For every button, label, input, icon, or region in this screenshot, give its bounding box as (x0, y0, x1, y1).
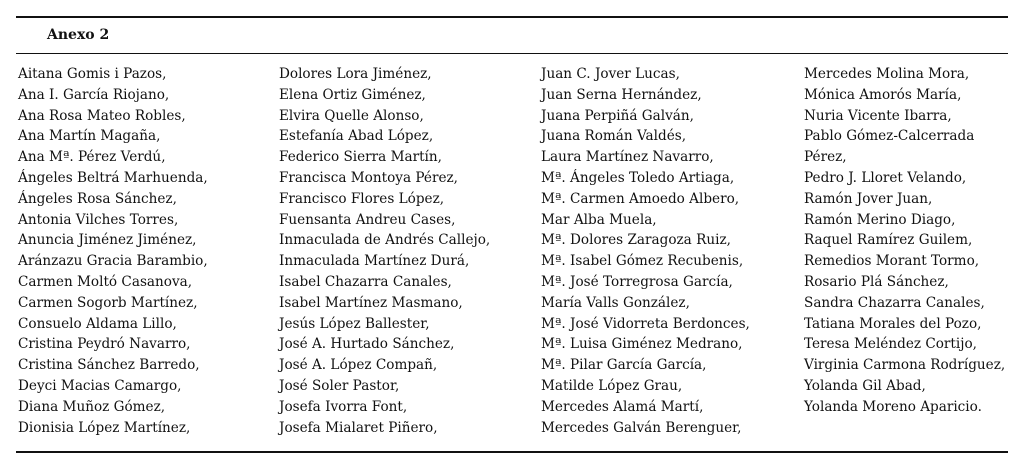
name-entry: Josefa Ivorra Font, (279, 398, 408, 415)
name-entry: Deyci Macias Camargo, (18, 377, 182, 394)
name-entry: Carmen Sogorb Martínez, (18, 294, 198, 311)
name-entry: Tatiana Morales del Pozo, (804, 315, 982, 332)
name-entry: Teresa Meléndez Cortijo, (804, 336, 977, 353)
name-entry: Ana Martín Magaña, (18, 128, 161, 145)
name-entry: Mª. José Torregrosa García, (541, 273, 733, 290)
name-entry: Elena Ortiz Giménez, (279, 86, 426, 103)
name-entry: Ángeles Rosa Sánchez, (18, 190, 177, 207)
name-entry: Dionisia López Martínez, (18, 419, 191, 436)
name-entry: Jesús López Ballester, (279, 315, 430, 332)
name-entry: José A. Hurtado Sánchez, (279, 336, 455, 353)
name-entry: Ramón Merino Diago, (804, 211, 956, 228)
name-entry: Ángeles Beltrá Marhuenda, (18, 169, 208, 186)
name-entry: José A. López Compañ, (279, 357, 438, 374)
name-entry: Ana I. García Riojano, (18, 86, 170, 103)
name-entry: Remedios Morant Tormo, (804, 253, 980, 270)
name-entry: Pérez, (804, 149, 847, 166)
name-entry: Aránzazu Gracia Barambio, (18, 253, 208, 270)
name-entry: Ana Rosa Mateo Robles, (18, 107, 186, 124)
name-entry: Ramón Jover Juan, (804, 190, 933, 207)
name-entry: Mª. Pilar García García, (541, 357, 707, 374)
name-column-3 (541, 64, 750, 438)
name-entry: María Valls González, (541, 294, 690, 311)
name-entry: Mª. José Vidorreta Berdonces, (541, 315, 750, 332)
name-entry: Inmaculada de Andrés Callejo, (279, 232, 491, 249)
name-entry: Aitana Gomis i Pazos, (18, 66, 167, 82)
name-entry: Mª. Dolores Zaragoza Ruiz, (541, 232, 731, 249)
annex-title: Anexo 2 (47, 27, 110, 43)
name-entry: Juana Román Valdés, (541, 128, 687, 145)
name-entry: Inmaculada Martínez Durá, (279, 253, 470, 270)
name-entry: Mónica Amorós María, (804, 86, 962, 103)
name-entry: José Soler Pastor, (279, 377, 400, 394)
name-entry: Nuria Vicente Ibarra, (804, 107, 952, 124)
name-entry: Juana Perpiñá Galván, (541, 107, 694, 124)
name-entry: Josefa Mialaret Piñero, (279, 419, 438, 436)
name-columns (16, 64, 1008, 442)
name-entry: Isabel Martínez Masmano, (279, 294, 463, 311)
name-entry: Francisco Flores López, (279, 190, 445, 207)
name-entry: Mª. Ángeles Toledo Artiaga, (541, 169, 735, 186)
name-entry: Mercedes Galván Berenguer, (541, 419, 742, 436)
name-entry: Juan C. Jover Lucas, (541, 66, 680, 82)
name-entry: Virginia Carmona Rodríguez, (804, 357, 1006, 374)
name-entry: Consuelo Aldama Lillo, (18, 315, 177, 332)
name-entry: Elvira Quelle Alonso, (279, 107, 424, 124)
name-entry: Cristina Peydró Navarro, (18, 336, 191, 353)
name-entry: Federico Sierra Martín, (279, 149, 442, 166)
name-column-2 (279, 64, 490, 438)
name-entry: Yolanda Gil Abad, (804, 377, 926, 394)
name-entry: Juan Serna Hernández, (541, 86, 702, 103)
name-column-4 (804, 64, 1005, 418)
name-entry: Diana Muñoz Gómez, (18, 398, 166, 415)
name-entry: Pedro J. Lloret Velando, (804, 169, 967, 186)
name-column-1 (18, 64, 208, 438)
annex-table (16, 16, 1008, 442)
name-entry: Sandra Chazarra Canales, (804, 294, 985, 311)
name-entry: Mercedes Alamá Martí, (541, 398, 704, 415)
name-entry: Mª. Isabel Gómez Recubenis, (541, 253, 744, 270)
name-entry: Yolanda Moreno Aparicio. (804, 398, 982, 415)
name-entry: Cristina Sánchez Barredo, (18, 357, 200, 374)
name-entry: Mercedes Molina Mora, (804, 66, 970, 82)
name-entry: Mª. Luisa Giménez Medrano, (541, 336, 743, 353)
name-entry: Matilde López Grau, (541, 377, 683, 394)
name-entry: Pablo Gómez-Calcerrada (804, 128, 975, 145)
name-entry: Anuncia Jiménez Jiménez, (18, 232, 197, 249)
name-entry: Francisca Montoya Pérez, (279, 169, 458, 186)
name-entry: Dolores Lora Jiménez, (279, 66, 432, 82)
bottom-rule (16, 451, 1008, 453)
name-entry: Fuensanta Andreu Cases, (279, 211, 456, 228)
name-entry: Carmen Moltó Casanova, (18, 273, 193, 290)
name-entry: Mª. Carmen Amoedo Albero, (541, 190, 740, 207)
name-entry: Mar Alba Muela, (541, 211, 657, 228)
name-entry: Ana Mª. Pérez Verdú, (18, 149, 166, 166)
name-entry: Isabel Chazarra Canales, (279, 273, 452, 290)
name-entry: Rosario Plá Sánchez, (804, 273, 949, 290)
name-entry: Laura Martínez Navarro, (541, 149, 714, 166)
header-rule (16, 53, 1008, 54)
name-entry: Raquel Ramírez Guilem, (804, 232, 973, 249)
name-entry: Estefanía Abad López, (279, 128, 434, 145)
name-entry: Antonia Vilches Torres, (18, 211, 179, 228)
